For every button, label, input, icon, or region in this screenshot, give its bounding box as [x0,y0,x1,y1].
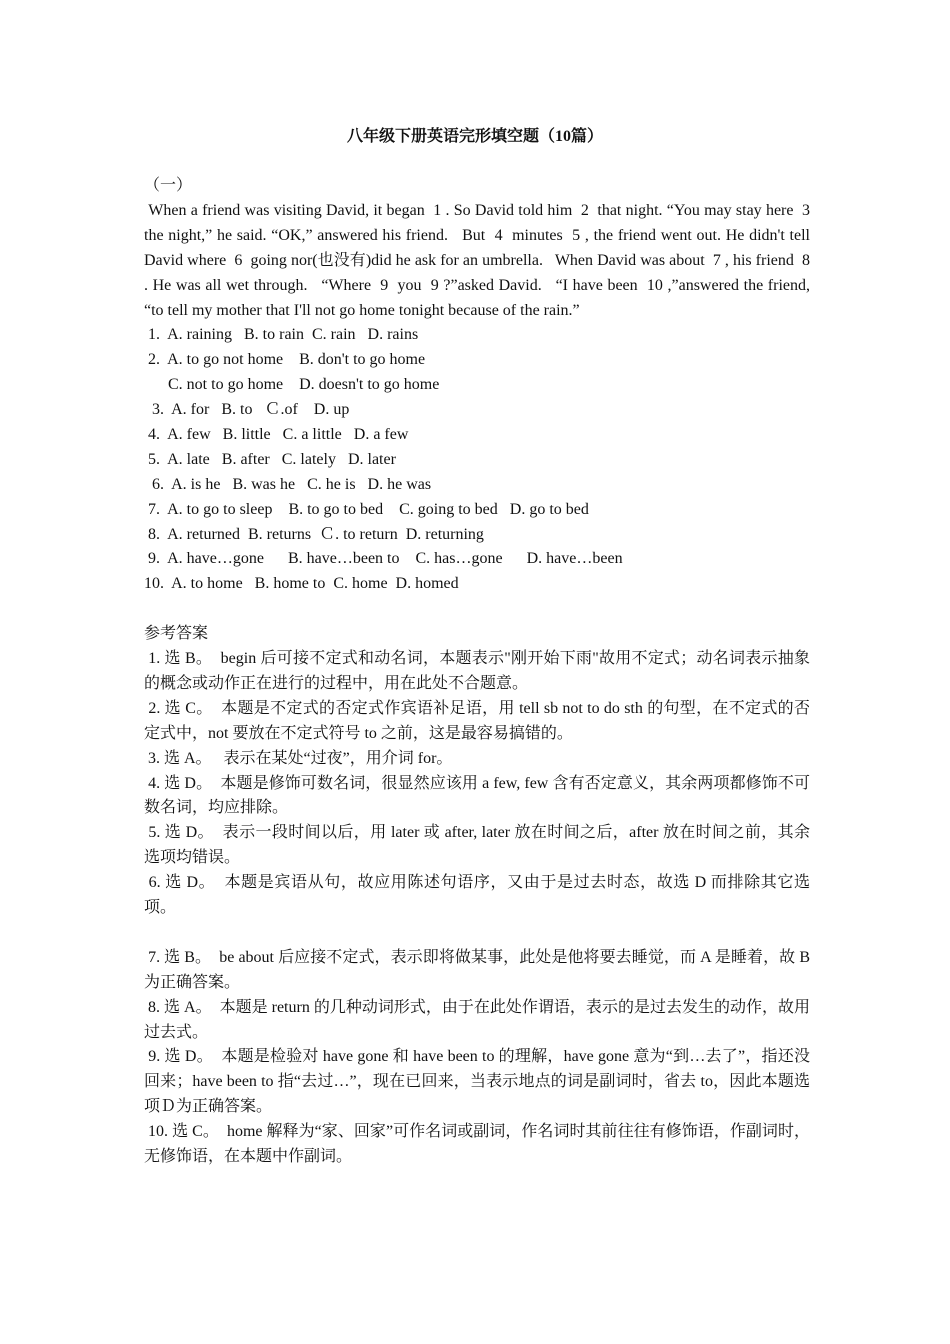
answer-item: 8. 选 A。 本题是 return 的几种动词形式，由于在此处作谓语，表示的是过去发生的动作，故用过去式。 [144,998,811,1041]
option-line: 3. A. for B. to Ｃ.of D. up [144,401,350,419]
document-title: 八年级下册英语完形填空题（10篇） [346,128,603,145]
option-line: 8. A. returned B. returns Ｃ. to return D. returning [144,525,484,543]
cloze-passage: When a friend was visiting David, it began 1 . So David told him 2 that night. “You may stay here 3 the night,” he said. “OK,” answered his friend. But 4 minutes 5 , the friend went out. He didn't tell David where 6 going nor(也没有)did he ask for an umbrella. When David was about 7 , his friend 8 . He was all wet through. “Where 9 you 9 ?”asked David. “I have been 10 ,”answered the friend, “to tell my mother that I'll not go home tonight because of the rain.” [144,201,818,319]
section-label: （一） [144,177,193,194]
option-line: 7. A. to go to sleep B. to go to bed C. going to bed D. go to bed [144,500,589,518]
answer-item: 5. 选 D。 表示一段时间以后，用 later 或 after, later 放在时间之后，after 放在时间之前，其余选项均错误。 [144,824,810,867]
option-line: 4. A. few B. little C. a little D. a few [144,425,409,443]
spacer [144,921,810,946]
option-line: 5. A. late B. after C. lately D. later [144,450,396,468]
answer-item: 7. 选 B。 be about 后应接不定式，表示即将做某事，此处是他将要去睡觉，而 A 是睡着，故 B 为正确答案。 [144,948,814,991]
option-line: 1. A. raining B. to rain C. rain D. rains [144,326,419,344]
answer-item: 2. 选 C。 本题是不定式的否定式作宾语补足语，用 tell sb not to do sth 的句型，在不定式的否定式中，not 要放在不定式符号 to 之前，这是最容易搞错的。 [144,699,810,742]
answer-item: 1. 选 B。 begin 后可接不定式和动名词，本题表示"刚开始下雨"故用不定式；动名词表示抽象的概念或动作正在进行的过程中，用在此处不合题意。 [144,650,810,692]
answer-item: 10. 选 C。 home 解释为“家、回家”可作名词或副词，作名词时其前往往有修饰语，作副词时，无修饰语，在本题中作副词。 [144,1123,810,1166]
answer-item: 3. 选 A。 表示在某处“过夜”，用介词 for。 [144,749,453,767]
option-line: 9. A. have…gone B. have…been to C. has…gone D. have…been [144,550,623,568]
option-line: 10. A. to home B. home to C. home D. homed [144,575,459,593]
answer-item: 9. 选 D。 本题是检验对 have gone 和 have been to 的理解，have gone 意为“到…去了”，指还没回来；have been to 指“去过…”，现在已回来，当表示地点的词是副词时，省去 to，因此本题选项Ｄ为正确答案。 [144,1048,810,1116]
options-list [144,323,810,597]
answers-list [144,647,814,1170]
option-line: C. not to go home D. doesn't to go home [144,376,440,394]
option-line: 6. A. is he B. was he C. he is D. he was [144,475,432,493]
spacer [144,597,810,622]
answer-item: 6. 选 D。 本题是宾语从句，故应用陈述句语序，又由于是过去时态，故选 D 而排除其它选项。 [144,874,810,917]
option-line: 2. A. to go not home B. don't to go home [144,351,426,369]
document-body [144,174,818,1170]
answer-item: 4. 选 D。 本题是修饰可数名词，很显然应该用 a few, few 含有否定意义，其余两项都修饰不可数名词，均应排除。 [144,774,811,817]
answer-heading: 参考答案 [144,625,209,643]
